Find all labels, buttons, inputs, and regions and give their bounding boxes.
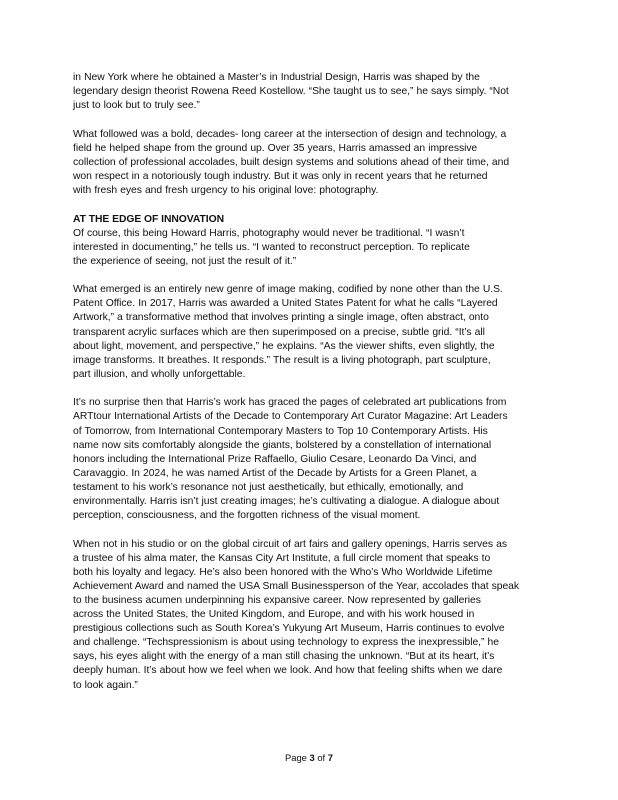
text-line: part illusion, and wholly unforgettable. <box>73 368 246 380</box>
text-line: It’s no surprise then that Harris’s work has graced the pages of celebrated art publications from <box>73 397 507 409</box>
text-line: and challenge. “Techspressionism is about using technology to express the inexpressible,” he <box>73 637 499 649</box>
text-line: in New York where he obtained a Master’s in Industrial Design, Harris was shaped by the <box>73 72 480 83</box>
text-line: environmentally. Harris isn’t just creating images; he’s cultivating a dialogue. A dialogue about <box>73 496 500 507</box>
text-line: collection of professional accolades, built design systems and solutions ahead of their time, and <box>73 156 510 168</box>
text-line: What followed was a bold, decades- long career at the intersection of design and technology, a <box>73 128 507 140</box>
text-line: with fresh eyes and fresh urgency to his original love: photography. <box>73 185 379 197</box>
text-line: honors including the International Prize Raffaello, Giulio Cesare, Leonardo Da Vinci, and <box>73 453 477 465</box>
text-line: When not in his studio or on the global circuit of art fairs and gallery openings, Harris serves as <box>73 538 507 550</box>
paragraph-3 <box>73 227 553 269</box>
total-page-count: 7 <box>327 752 333 763</box>
section-heading: AT THE EDGE OF INNOVATION <box>73 213 225 225</box>
text-line: a trustee of his alma mater, the Kansas City Art Institute, a full circle moment that speaks to <box>73 552 491 564</box>
text-line: to the business acumen underpinning his expansive career. Now represented by galleries <box>73 594 481 606</box>
paragraph-4 <box>73 283 553 382</box>
text-line: the experience of seeing, not just the result of it.” <box>73 255 297 267</box>
text-line: ARTtour International Artists of the Decade to Contemporary Art Curator Magazine: Art Leaders <box>73 411 508 423</box>
text-line: to look again.” <box>73 679 138 691</box>
paragraph-5 <box>73 396 553 523</box>
text-line: testament to his work’s resonance not just aesthetically, but ethically, emotionally, and <box>73 481 464 493</box>
text-line: just to look but to truly see.” <box>73 100 200 112</box>
text-line: across the United States, the United Kingdom, and Europe, and with his work housed in <box>73 609 475 621</box>
page-footer <box>0 752 618 763</box>
section-edge-of-innovation <box>73 213 553 693</box>
text-line: interested in documenting,” he tells us. “I wanted to reconstruct perception. To replicate <box>73 241 470 253</box>
text-line: perception, consciousness, and the forgotten richness of the visual moment. <box>73 510 421 522</box>
text-line: Artwork,” a transformative method that involves printing a single image, often abstract, onto <box>73 312 489 324</box>
text-line: Achievement Award and named the USA Small Businessperson of the Year, accolades that speak <box>73 580 519 592</box>
paragraph-2 <box>73 128 553 198</box>
text-line: Patent Office. In 2017, Harris was awarded a United States Patent for what he calls “Layered <box>73 298 498 310</box>
text-line: says, his eyes alight with the energy of a man still chasing the unknown. “But at its heart, it’s <box>73 651 495 663</box>
text-line: both his loyalty and legacy. He’s also been honored with the Who’s Who Worldwide Lifetime <box>73 566 493 578</box>
text-line: Caravaggio. In 2024, he was named Artist of the Decade by Artists for a Green Planet, a <box>73 467 477 479</box>
text-line: won respect in a notoriously tough industry. But it was only in recent years that he returned <box>73 170 488 182</box>
text-line: of Tomorrow, from International Contemporary Masters to Top 10 Contemporary Artists. His <box>73 425 488 437</box>
page-separator: of <box>317 752 326 763</box>
text-line: about light, movement, and perspective,” he explains. “As the viewer shifts, even slightly, the <box>73 340 495 352</box>
text-line: image transforms. It breathes. It responds.” The result is a living photograph, part sculpture, <box>73 354 491 366</box>
paragraph-1 <box>73 71 553 113</box>
text-line: deeply human. It’s about how we feel when we look. And how that feeling shifts when we dare <box>73 665 503 677</box>
text-line: What emerged is an entirely new genre of image making, codified by none other than the U.S. <box>73 284 503 296</box>
paragraph-6 <box>73 538 553 693</box>
text-line: prestigious collections such as South Korea’s Yukyung Art Museum, Harris continues to evolve <box>73 623 505 635</box>
page-label: Page <box>285 752 307 763</box>
text-line: legendary design theorist Rowena Reed Kostellow. “She taught us to see,” he says simply. “Not <box>73 86 509 98</box>
text-line: Of course, this being Howard Harris, photography would never be traditional. “I wasn’t <box>73 227 465 239</box>
text-line: transparent acrylic surfaces which are then superimposed on a precise, subtle grid. “It’s all <box>73 326 485 338</box>
page-content <box>73 71 553 707</box>
text-line: name now sits comfortably alongside the giants, bolstered by a constellation of international <box>73 439 492 451</box>
current-page-number: 3 <box>309 752 315 763</box>
text-line: field he helped shape from the ground up. Over 35 years, Harris amassed an impressive <box>73 142 478 154</box>
